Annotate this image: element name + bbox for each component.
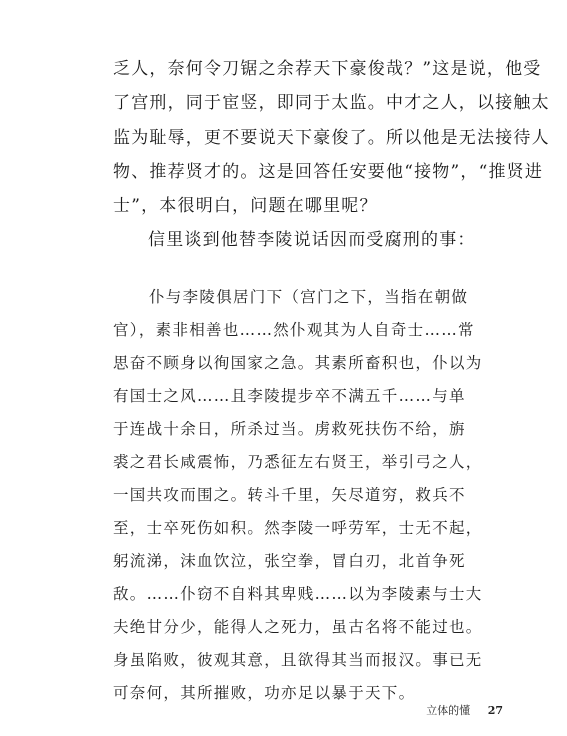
quote-line: 可奈何，其所摧败，功亦足以暴于天下。 (113, 684, 416, 702)
body-text-line: 乏人，奈何令刀锯之余荐天下豪俊哉？”这是说，他受 (113, 59, 542, 79)
running-title: 立体的懂 (426, 704, 471, 717)
body-text-line: 监为耻辱，更不要说天下豪俊了。所以他是无法接待人 (113, 128, 550, 148)
quote-line: 身虽陷败，彼观其意，且欲得其当而报汉。事已无 (113, 651, 483, 669)
quote-line: 有国士之风……且李陵提步卒不满五千……与单 (113, 387, 466, 405)
body-text-line: 了宫刑，同于宦竖，即同于太监。中才之人，以接触太 (113, 93, 550, 113)
quote-line: 仆与李陵俱居门下（宫门之下，当指在朝做 (149, 288, 469, 306)
quote-line: 一国共攻而围之。转斗千里，矢尽道穷，救兵不 (113, 486, 466, 504)
page-footer (426, 704, 503, 718)
quote-line: 思奋不顾身以徇国家之急。其素所畜积也，仆以为 (113, 354, 483, 372)
quote-line: 敌。……仆窃不自料其卑贱……以为李陵素与士大 (113, 585, 483, 603)
quote-line: 至，士卒死伤如积。然李陵一呼劳军，士无不起， (113, 519, 483, 537)
quote-line: 于连战十余日，所杀过当。虏救死扶伤不给，旃 (113, 420, 466, 438)
body-text-line: 信里谈到他替李陵说话因而受腐刑的事： (148, 230, 476, 250)
quote-line: 裘之君长咸震怖，乃悉征左右贤王，举引弓之人， (113, 453, 483, 471)
quote-line: 官），素非相善也……然仆观其为人自奇士……常 (113, 321, 475, 339)
body-text-line: 士”，本很明白，问题在哪里呢？ (113, 196, 378, 216)
quote-line: 躬流涕，沫血饮泣，张空拳，冒白刃，北首争死 (113, 552, 466, 570)
quote-line: 夫绝甘分少，能得人之死力，虽古名将不能过也。 (113, 618, 483, 636)
body-text-line: 物、推荐贤才的。这是回答任安要他“接物”，“推贤进 (113, 162, 544, 182)
page-number: 27 (487, 704, 503, 717)
